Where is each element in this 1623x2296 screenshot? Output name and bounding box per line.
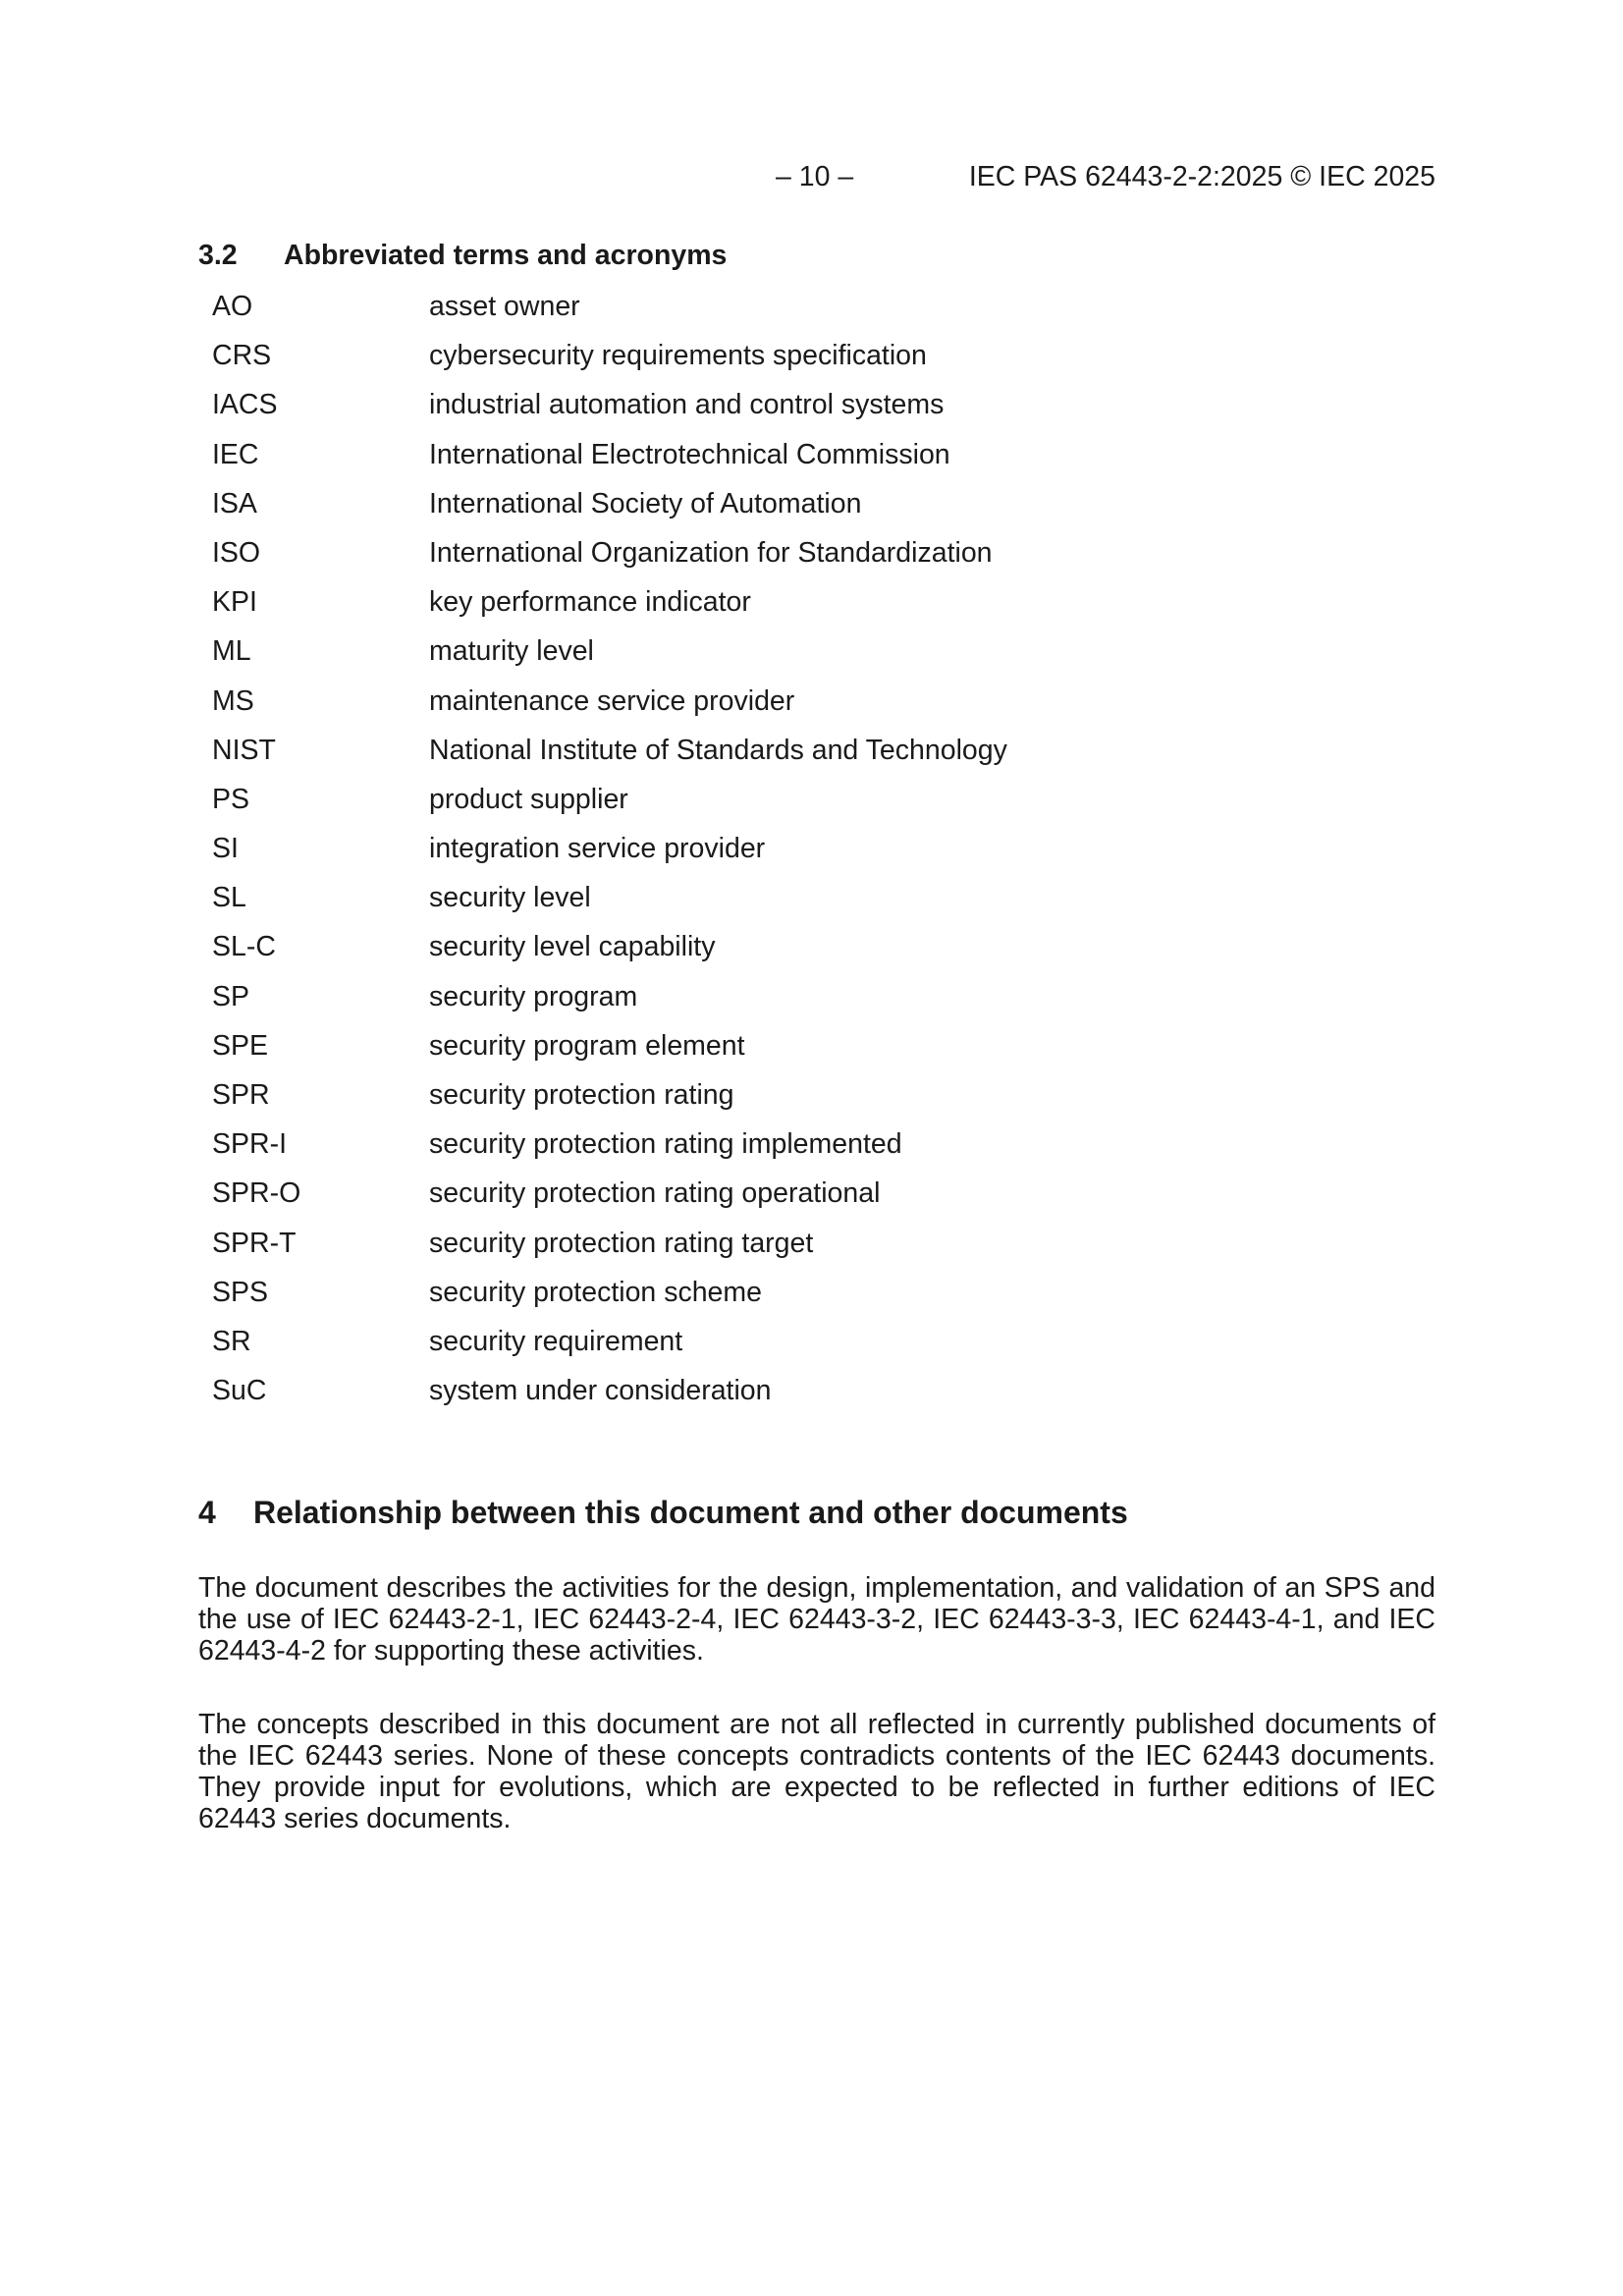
abbreviation-definition: security protection rating operational — [429, 1177, 881, 1210]
abbreviation-definition: security level capability — [429, 931, 716, 963]
abbreviation-term: KPI — [212, 586, 257, 619]
abbreviation-definition: cybersecurity requirements specification — [429, 340, 927, 372]
abbreviation-definition: security protection rating — [429, 1079, 734, 1111]
abbreviation-term: SuC — [212, 1375, 267, 1407]
body-paragraph: The concepts described in this document are not all reflected in currently published documents of the IEC 62443 series. None of these concepts contradicts contents of the IEC 62443 documents. They provide input for evolutions, which are expected to be reflected in further editions of IEC 62443 series documents. — [198, 1709, 1435, 1834]
abbreviation-definition: security protection rating target — [429, 1227, 814, 1259]
abbreviation-term: SPR-O — [212, 1177, 301, 1210]
abbreviation-definition: security program — [429, 980, 638, 1012]
section-heading-4 — [198, 1491, 1128, 1534]
abbreviation-term: SI — [212, 833, 239, 865]
abbreviation-definition: International Electrotechnical Commission — [429, 438, 950, 470]
abbreviation-term: ISA — [212, 487, 257, 519]
page-header — [776, 157, 1435, 196]
abbreviation-term: SPR — [212, 1079, 270, 1111]
abbreviation-term: ISO — [212, 536, 261, 569]
abbreviation-definition: industrial automation and control systems — [429, 389, 945, 421]
abbreviation-term: MS — [212, 684, 254, 717]
abbreviation-definition: security requirement — [429, 1325, 683, 1357]
page-number: – 10 – — [776, 161, 854, 192]
abbreviation-definition: National Institute of Standards and Technology — [429, 734, 1007, 766]
section-title: Abbreviated terms and acronyms — [284, 240, 728, 271]
section-number: 3.2 — [198, 240, 238, 271]
abbreviation-definition: maintenance service provider — [429, 684, 795, 717]
abbreviation-term: PS — [212, 783, 250, 815]
section-heading-3-2 — [198, 236, 727, 275]
abbreviation-definition: International Organization for Standardization — [429, 536, 993, 569]
abbreviation-term: IEC — [212, 438, 259, 470]
abbreviation-definition: integration service provider — [429, 833, 766, 865]
abbreviation-definition: International Society of Automation — [429, 487, 862, 519]
abbreviation-term: ML — [212, 635, 251, 668]
body-paragraph: The document describes the activities for the design, implementation, and validation of an SPS and the use of IEC 62443-2-1, IEC 62443-2-4, IEC 62443-3-2, IEC 62443-3-3, IEC 62443-4-1, and IEC 62443-4-2 for supporting these activities. — [198, 1572, 1435, 1667]
abbreviation-term: CRS — [212, 340, 272, 372]
abbreviation-term: SL-C — [212, 931, 276, 963]
abbreviation-term: SP — [212, 980, 250, 1012]
abbreviation-term: SPS — [212, 1276, 269, 1308]
abbreviation-definition: asset owner — [429, 291, 580, 322]
abbreviation-definition: key performance indicator — [429, 586, 751, 619]
abbreviation-definition: product supplier — [429, 783, 628, 815]
abbreviation-term: SR — [212, 1325, 251, 1357]
abbreviation-definition: security protection rating implemented — [429, 1128, 902, 1161]
abbreviation-term: SPR-I — [212, 1128, 288, 1161]
abbreviation-definition: security level — [429, 882, 591, 914]
abbreviation-definition: security protection scheme — [429, 1276, 762, 1308]
abbreviation-term: IACS — [212, 389, 278, 421]
abbreviation-definition: maturity level — [429, 635, 594, 668]
abbreviation-term: AO — [212, 291, 253, 322]
document-reference: IEC PAS 62443-2-2:2025 © IEC 2025 — [968, 161, 1435, 192]
abbreviation-term: SPR-T — [212, 1227, 297, 1259]
abbreviation-definition: security program element — [429, 1029, 745, 1062]
abbreviation-term: NIST — [212, 734, 276, 766]
abbreviation-term: SL — [212, 882, 246, 914]
section-title: Relationship between this document and other documents — [253, 1495, 1128, 1530]
abbreviation-term: SPE — [212, 1029, 269, 1062]
abbreviation-definition: system under consideration — [429, 1375, 772, 1407]
section-number: 4 — [198, 1495, 216, 1530]
